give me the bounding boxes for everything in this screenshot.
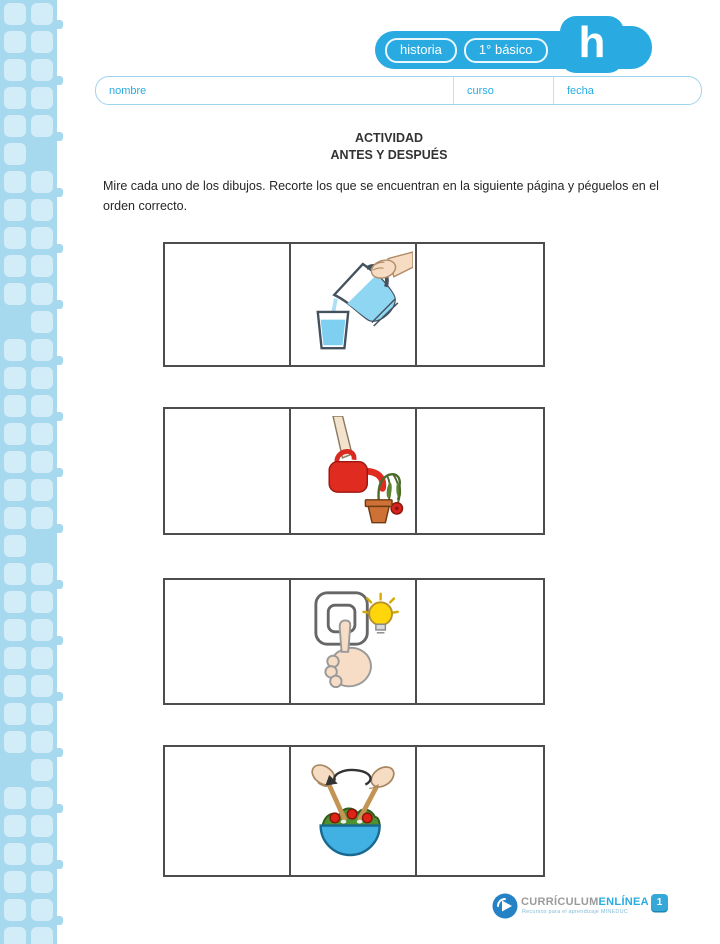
sequence-table-3: [163, 578, 545, 705]
illustration-cell: [291, 409, 417, 533]
course-label: curso: [467, 84, 494, 97]
history-logo[interactable]: [560, 16, 624, 73]
brand-tagline: Recursos para el aprendizaje MINEDUC: [522, 909, 628, 915]
sequence-table-1: [163, 242, 545, 367]
page-number-badge: 1: [651, 894, 668, 911]
after-cell[interactable]: [417, 747, 543, 875]
activity-title: [100, 130, 678, 164]
brand-wordmark[interactable]: [521, 896, 649, 908]
illustration-cell: [291, 244, 417, 365]
before-cell[interactable]: [165, 580, 291, 703]
sequence-table-4: [163, 745, 545, 877]
student-info-form: [95, 76, 702, 105]
brand-secondary: ENLÍNEA: [598, 896, 649, 908]
pouring-water-into-glass-illustration: [293, 251, 413, 358]
before-cell[interactable]: [165, 409, 291, 533]
watering-wilted-plant-illustration: [293, 416, 413, 526]
after-cell[interactable]: [417, 244, 543, 365]
course-field[interactable]: [454, 77, 554, 104]
after-cell[interactable]: [417, 409, 543, 533]
instructions-text: Mire cada uno de los dibujos. Recorte los que se encuentran en la siguiente página y péguelos en el orden correcto.: [103, 179, 659, 213]
title-line2: ANTES Y DESPUÉS: [330, 148, 448, 162]
play-arrow-icon[interactable]: [492, 893, 518, 919]
tab-grade[interactable]: 1° básico: [464, 38, 548, 63]
illustration-cell: [291, 747, 417, 875]
illustration-cell: [291, 580, 417, 703]
decorative-squares-border: [0, 0, 64, 944]
date-label: fecha: [567, 84, 594, 97]
name-field[interactable]: [96, 77, 454, 104]
before-cell[interactable]: [165, 244, 291, 365]
after-cell[interactable]: [417, 580, 543, 703]
date-field[interactable]: [554, 77, 701, 104]
brand-primary: CURRÍCULUM: [521, 896, 599, 908]
name-label: nombre: [109, 84, 147, 97]
title-line1: ACTIVIDAD: [354, 131, 424, 145]
tab-subject[interactable]: historia: [385, 38, 457, 63]
pressing-light-switch-illustration: [293, 589, 413, 694]
before-cell[interactable]: [165, 747, 291, 875]
mixing-salad-bowl-illustration: [293, 756, 413, 866]
logo-letter: h: [578, 17, 606, 67]
sequence-table-2: [163, 407, 545, 535]
